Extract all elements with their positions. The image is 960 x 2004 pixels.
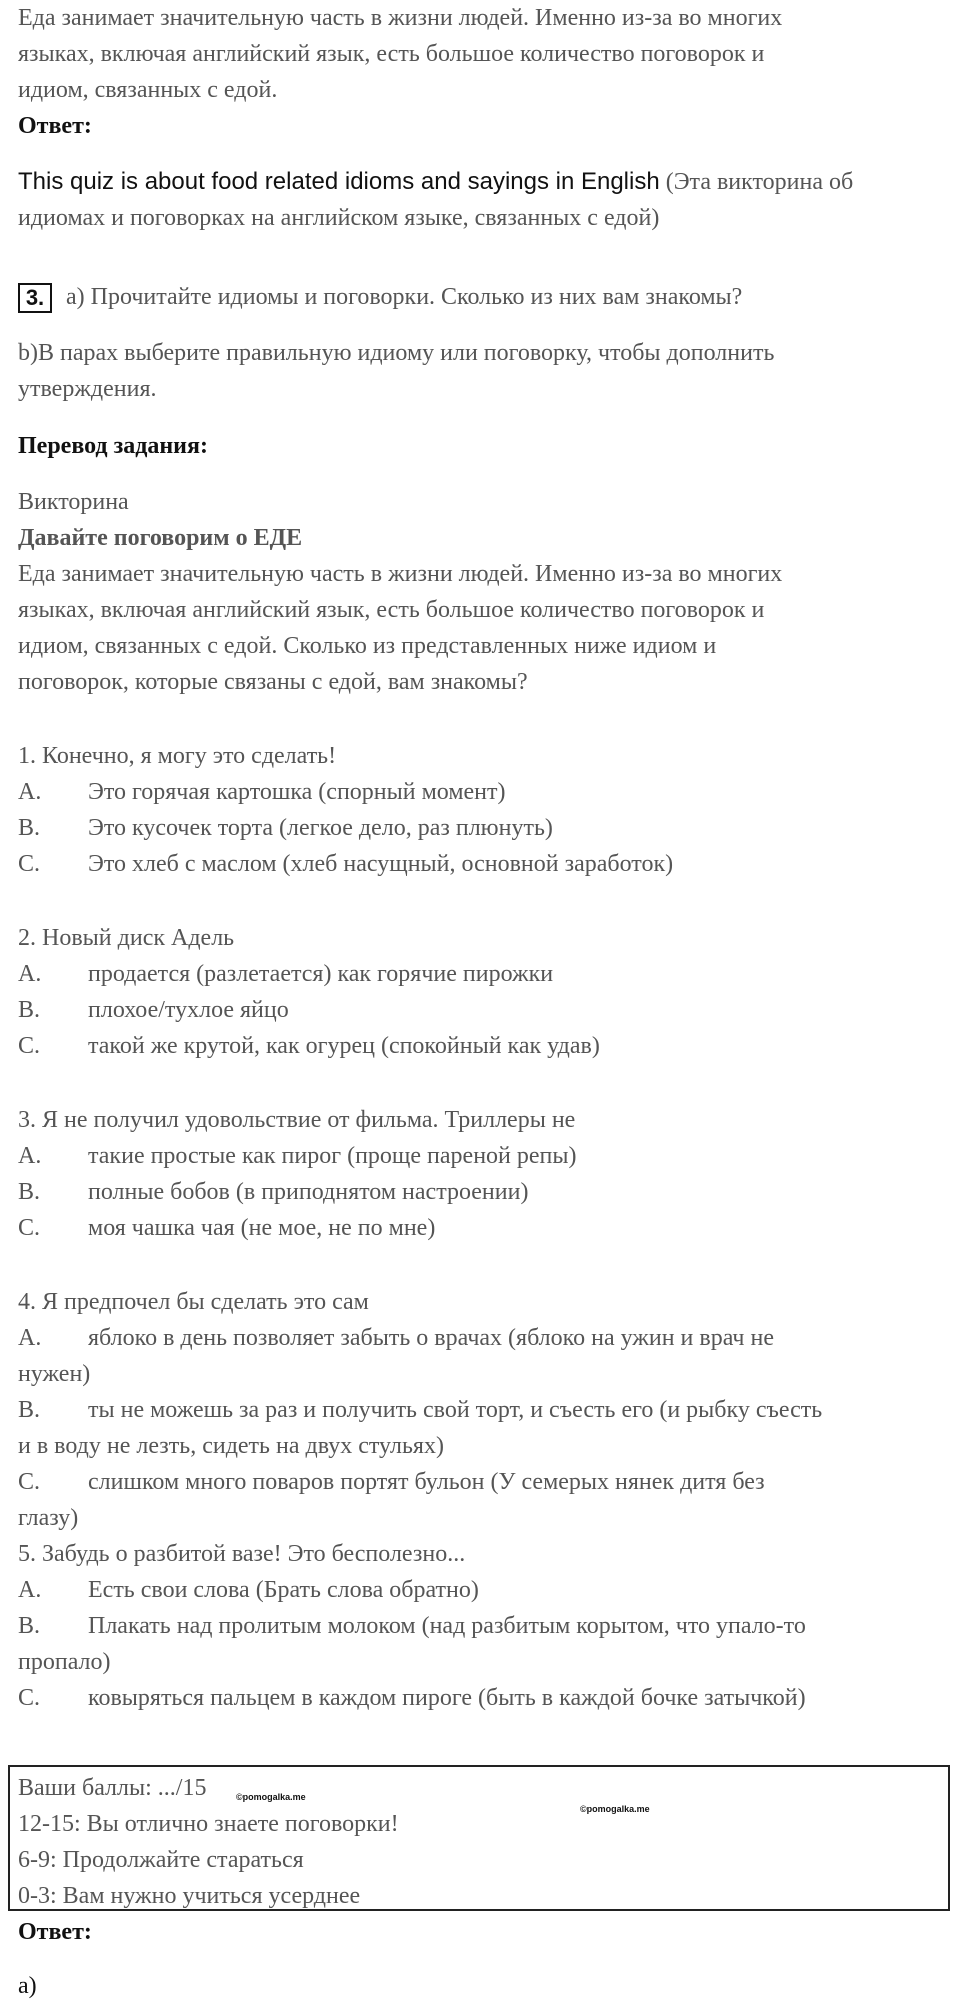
option-row — [18, 810, 553, 846]
option-row — [18, 1680, 806, 1716]
option-text-cont: пропало) — [18, 1649, 111, 1675]
option-row — [18, 774, 506, 810]
option-text: полные бобов (в приподнятом настроении) — [88, 1179, 529, 1205]
task-number-box: 3. — [18, 283, 52, 313]
option-letter: B. — [18, 815, 41, 841]
answer-english: This quiz is about food related idioms and sayings in English — [18, 168, 660, 195]
option-letter: C. — [18, 1033, 41, 1059]
option-letter: A. — [18, 779, 42, 805]
option-letter: C. — [18, 1685, 41, 1711]
task-3-a — [18, 279, 742, 315]
option-row — [18, 1572, 479, 1608]
score-total-text: Ваши баллы: .../15 — [18, 1775, 207, 1801]
option-letter: C. — [18, 1215, 41, 1241]
option-text-cont: нужен) — [18, 1361, 91, 1387]
quiz-label: Викторина — [18, 489, 129, 515]
answer-text — [18, 164, 853, 200]
option-text: Это хлеб с маслом (хлеб насущный, основной заработок) — [88, 851, 674, 877]
option-row — [18, 1138, 577, 1174]
option-letter: A. — [18, 961, 42, 987]
option-text: Есть свои слова (Брать слова обратно) — [88, 1577, 479, 1603]
option-letter: C. — [18, 851, 41, 877]
option-row — [18, 846, 673, 882]
option-text: Это горячая картошка (спорный момент) — [88, 779, 506, 805]
answer-a: a) — [18, 1973, 37, 1999]
option-text: такой же крутой, как огурец (спокойный как удав) — [88, 1033, 600, 1059]
option-letter: B. — [18, 1179, 41, 1205]
score-range: 0-3: Вам нужно учиться усерднее — [18, 1883, 361, 1909]
question-stem: 5. Забудь о разбитой вазе! Это бесполезно... — [18, 1541, 466, 1567]
question-stem: 3. Я не получил удовольствие от фильма. Триллеры не — [18, 1107, 576, 1133]
option-row — [18, 1174, 528, 1210]
option-text: моя чашка чая (не мое, не по мне) — [88, 1215, 436, 1241]
question-stem: 4. Я предпочел бы сделать это сам — [18, 1289, 369, 1315]
intro-line: Еда занимает значительную часть в жизни людей. Именно из-за во многих — [18, 5, 783, 31]
option-row — [18, 1464, 765, 1500]
translation-paragraph-line: поговорок, которые связаны с едой, вам знакомы? — [18, 669, 528, 695]
task-a-text: a) Прочитайте идиомы и поговорки. Сколько из них вам знакомы? — [66, 284, 743, 310]
translation-paragraph-line: идиом, связанных с едой. Сколько из представленных ниже идиом и — [18, 633, 717, 659]
option-row — [18, 1320, 774, 1356]
answer-translation: (Эта викторина об — [665, 169, 854, 195]
score-range: 6-9: Продолжайте стараться — [18, 1847, 304, 1873]
option-row — [18, 1210, 435, 1246]
task-3-b-cont: утверждения. — [18, 376, 157, 402]
question-stem: 2. Новый диск Адель — [18, 925, 235, 951]
option-letter: C. — [18, 1469, 41, 1495]
quiz-title: Давайте поговорим о ЕДЕ — [18, 525, 303, 551]
intro-line: идиом, связанных с едой. — [18, 77, 278, 103]
option-text-cont: и в воду не лезть, сидеть на двух стульях) — [18, 1433, 444, 1459]
option-letter: B. — [18, 1397, 41, 1423]
answer-translation-cont: идиомах и поговорках на английском языке, связанных с едой) — [18, 205, 660, 231]
option-text: слишком много поваров портят бульон (У семерых нянек дитя без — [88, 1469, 765, 1495]
option-text: Плакать над пролитым молоком (над разбитым корытом, что упало-то — [88, 1613, 806, 1639]
watermark: ©pomogalka.me — [580, 1804, 650, 1814]
option-row — [18, 1392, 822, 1428]
task-3-b: b)В парах выберите правильную идиому или поговорку, чтобы дополнить — [18, 340, 775, 366]
option-letter: B. — [18, 997, 41, 1023]
option-row — [18, 1028, 600, 1064]
score-total — [18, 1770, 206, 1806]
option-text-cont: глазу) — [18, 1505, 79, 1531]
option-text: яблоко в день позволяет забыть о врачах (яблоко на ужин и врач не — [88, 1325, 774, 1351]
option-row — [18, 992, 289, 1028]
option-letter: A. — [18, 1143, 42, 1169]
score-range: 12-15: Вы отлично знаете поговорки! — [18, 1811, 399, 1837]
option-row — [18, 956, 553, 992]
option-text: продается (разлетается) как горячие пирожки — [88, 961, 554, 987]
option-letter: B. — [18, 1613, 41, 1639]
option-text: ты не можешь за раз и получить свой торт, и съесть его (и рыбку съесть — [88, 1397, 823, 1423]
translation-heading: Перевод задания: — [18, 433, 208, 459]
watermark: ©pomogalka.me — [236, 1792, 306, 1802]
question-stem: 1. Конечно, я могу это сделать! — [18, 743, 337, 769]
option-letter: A. — [18, 1325, 42, 1351]
option-row — [18, 1608, 806, 1644]
intro-line: языках, включая английский язык, есть большое количество поговорок и — [18, 41, 765, 67]
option-letter: A. — [18, 1577, 42, 1603]
answer-label: Ответ: — [18, 1919, 92, 1945]
option-text: Это кусочек торта (легкое дело, раз плюнуть) — [88, 815, 553, 841]
translation-paragraph-line: языках, включая английский язык, есть большое количество поговорок и — [18, 597, 765, 623]
option-text: плохое/тухлое яйцо — [88, 997, 289, 1023]
translation-paragraph-line: Еда занимает значительную часть в жизни людей. Именно из-за во многих — [18, 561, 783, 587]
option-text: такие простые как пирог (проще пареной репы) — [88, 1143, 577, 1169]
option-text: ковыряться пальцем в каждом пироге (быть в каждой бочке затычкой) — [88, 1685, 806, 1711]
answer-label: Ответ: — [18, 113, 92, 139]
